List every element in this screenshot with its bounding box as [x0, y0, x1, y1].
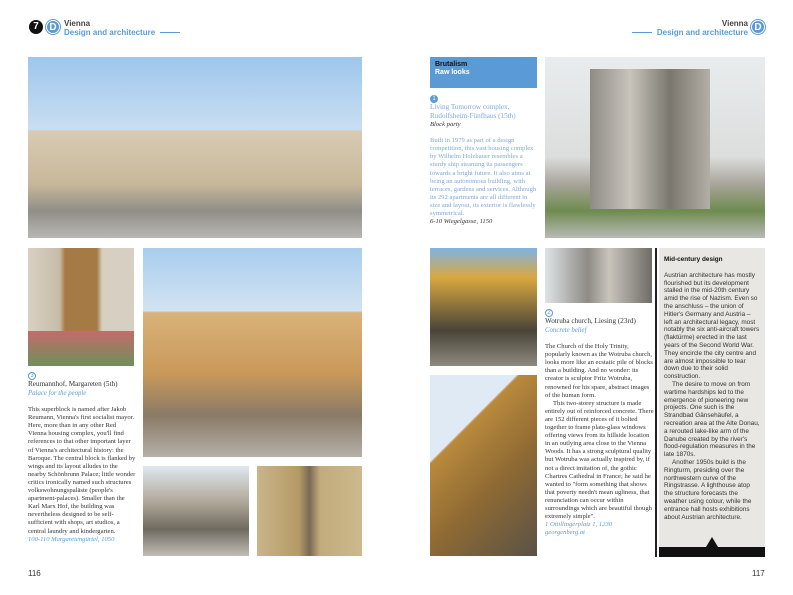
entry-number: 1 [430, 95, 438, 103]
sidebar-arrow-icon [706, 537, 718, 547]
header-section: Design and architecture [64, 28, 156, 37]
photo-garden-path [143, 466, 249, 556]
header-city: Vienna [721, 19, 748, 28]
sidebar-footer-bar [659, 547, 765, 557]
page-number-right: 117 [752, 569, 765, 578]
photo-reumannhof-facade [28, 57, 362, 238]
entry-title: Living Tomorrow complex, Rudolfsheim-Fünfhaus (15th) [430, 103, 516, 121]
photo-concrete-blocks [545, 248, 652, 303]
entry-body: This two-storey structure is made entirely out of reinforced concrete. There are 152 different pieces of it bolted together to frame plate-glass windows offering views from its hillside location in an outlying area close to the Vienna Woods. It has a strong sculptural quality but Wotruba was actually inspired by, if not a direct imitation of, the gothic Chartres Cathedral in France; he said he wanted to "form something that shows that poverty needn't mean ugliness, that renunciation can occur within surroundings which are beautiful though extremely simple". [545, 399, 654, 521]
header-section: Design and architecture [656, 28, 748, 37]
entry-subtitle: Concrete belief [545, 327, 587, 335]
entry-body: This superblock is named after Jakob Reumann, Vienna's first socialist mayor. Here, more than in any other Red Vienna housing complex, you'll find references to that other important layer of Vienna's architectural history: the Baroque. The central block is flanked by wings and its layout alludes to the nearby Schönbrunn Palace; little wonder critics ironically named such structures volkswohnungspaläste (people's apartment-palaces). Smaller than the Karl Marx Hof, the building was nevertheless designed to be self-sufficient with shops, art studios, a central laundry and kindergarten. [28, 406, 136, 535]
sidebar-mid-century [659, 248, 765, 557]
photo-reumann-bust [257, 466, 362, 556]
entry-body: The Church of the Holy Trinity, popularly known as the Wotruba church, looks more like an ecstatic pile of blocks than a building. And no wonder: its creator is sculptor Fritz Wotruba, renowned for his spare, abstract images of the human form. [545, 343, 653, 399]
header-rule [632, 32, 652, 33]
sidebar-paragraph: Another 1950s build is the Ringturm, presiding over the northwestern curve of the Ringstrasse. A lighthouse atop the structure forecasts the weather using colour, while the entrance hall hosts exhibitions about Austrian architecture. [664, 458, 752, 521]
header-rule [160, 32, 180, 33]
entry-number: 3 [28, 372, 36, 380]
sidebar-divider [655, 248, 657, 557]
right-running-header [632, 19, 748, 37]
entry-website[interactable]: georgenberg.at [545, 529, 585, 537]
entry-subtitle: Palace for the people [28, 390, 87, 398]
entry-address: 100-110 Margaretengürtel, 1050 [28, 535, 115, 543]
photo-wotruba-church [545, 57, 765, 238]
category-title: Brutalism [435, 61, 468, 68]
photo-housing-block [430, 375, 537, 556]
entry-title: Wotruba church, Liesing (23rd) [545, 317, 636, 326]
entry-living-tomorrow [430, 95, 538, 226]
photo-living-tomorrow [430, 248, 537, 366]
entry-body: Built in 1979 as part of a design competition, this vast housing complex by Wilhelm Holzbauer resembles a sturdy ship steaming its passengers towards a bright future. It also aims at being an autonomous building, with terraces, gardens and services. Although its 292 apartments are all different in size and layout, its exterior is flawlessly symmetrical. [430, 137, 537, 218]
entry-reumannhof [28, 372, 136, 544]
header-city: Vienna [64, 19, 91, 28]
entry-address: 1 Ottillingerplatz 1, 1230 [545, 521, 613, 529]
chapter-number-badge: 7 [29, 20, 43, 34]
left-running-header [64, 19, 180, 37]
entry-number: 2 [545, 309, 553, 317]
entry-title: Reumannhof, Margareten (5th) [28, 380, 118, 389]
entry-wotruba [545, 309, 655, 537]
page-number-left: 116 [28, 569, 41, 578]
photo-courtyard [143, 248, 362, 457]
entry-subtitle: Block party [430, 121, 461, 129]
sidebar-paragraph: The desire to move on from wartime hardships led to the emergence of pioneering new projects. One such is the Strandbad Gänsehäufel, a recreation area at the Alte Donau, a rerouted lake-like arm of the Danube created by the river's flood-regulation measures in the late 1870s. [664, 380, 760, 459]
category-subtitle: Raw looks [435, 69, 470, 76]
section-letter-badge: D [751, 20, 765, 34]
entry-address: 6-10 Wiegelgasse, 1150 [430, 218, 493, 226]
sidebar-title: Mid-century design [664, 256, 723, 263]
section-letter-badge: D [46, 20, 60, 34]
photo-doorway [28, 248, 134, 366]
category-box [430, 57, 537, 88]
sidebar-paragraph: Austrian architecture has mostly flourished but its development stalled in the mid-20th century amid the rise of Nazism. Even so the anschluss – the union of Hitler's Germany and Austria – left an architectural legacy, most notably the six anti-aircraft towers (flaktürme) erected in the last years of the Second World War. They encircle the city centre and are almost impossible to tear down due to their solid construction. [664, 271, 760, 381]
